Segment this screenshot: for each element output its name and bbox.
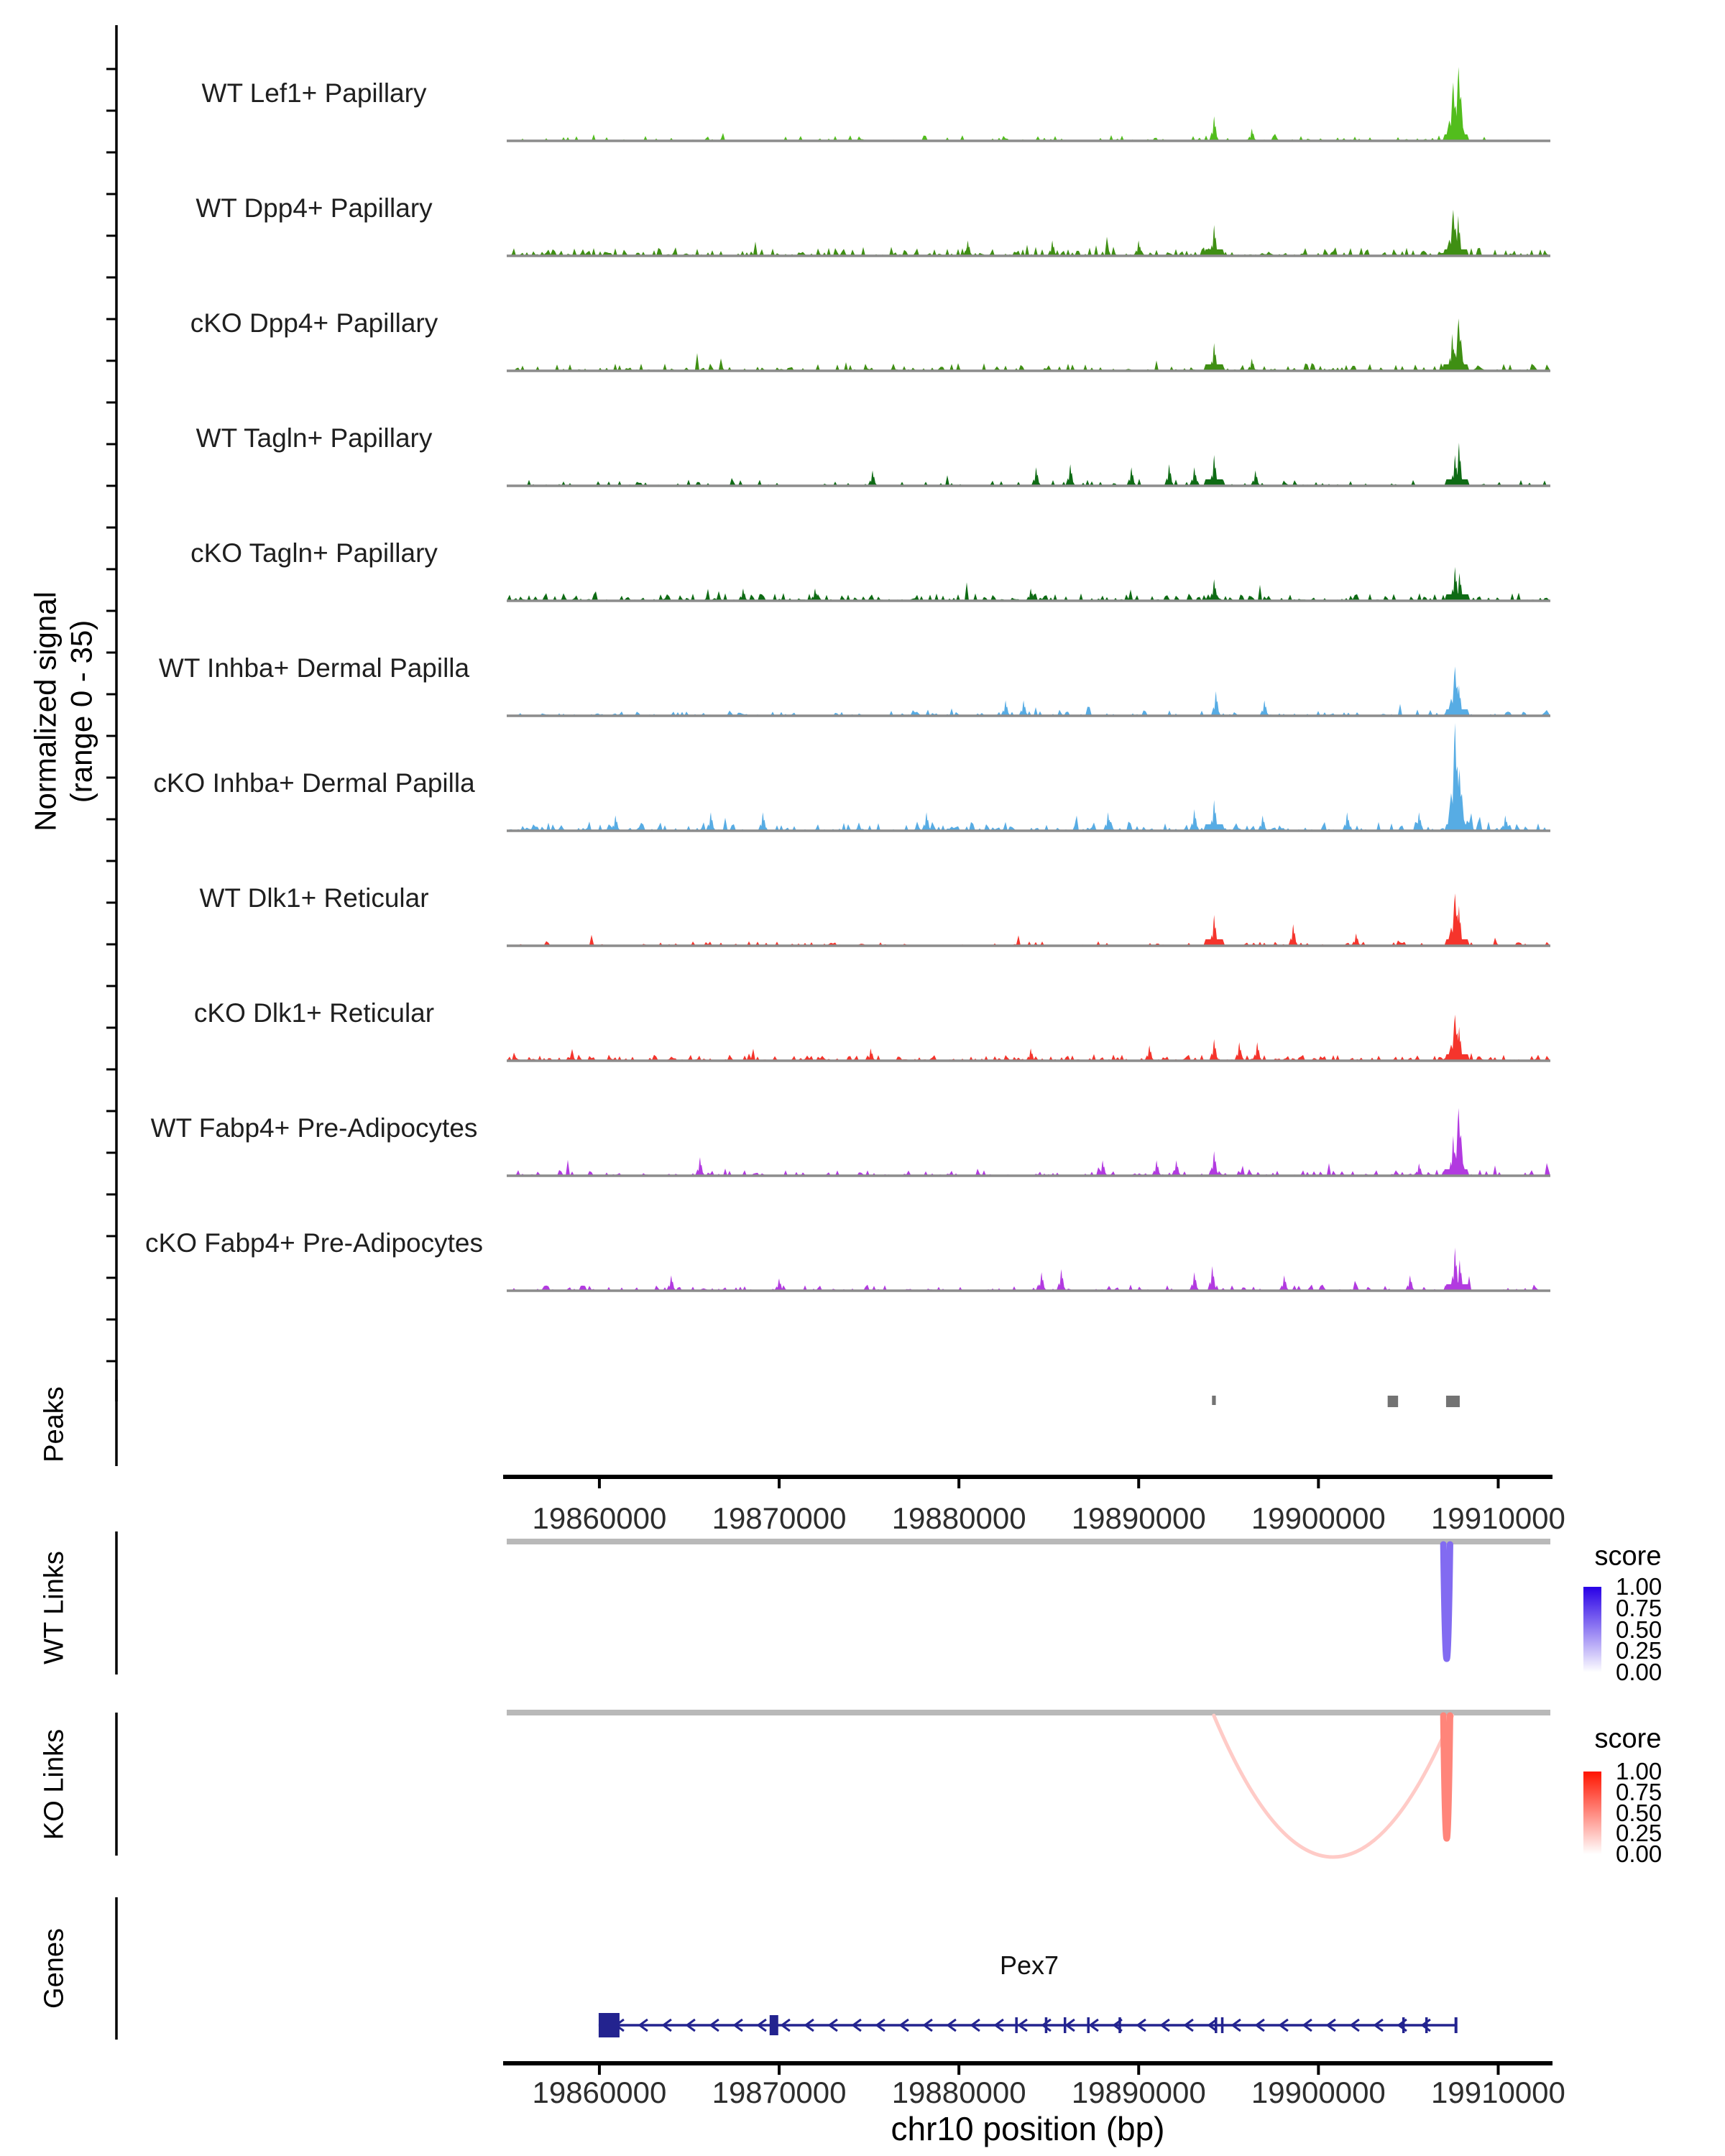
x-tick-label: 19890000	[1071, 1501, 1206, 1535]
track-label: cKO Fabp4+ Pre-Adipocytes	[145, 1228, 483, 1258]
legend-tick-label: 0.25	[1616, 1820, 1662, 1847]
track-label: cKO Dlk1+ Reticular	[193, 998, 435, 1028]
track-label: cKO Tagln+ Papillary	[190, 538, 438, 568]
sidebar-label-wt-links: WT Links	[39, 1551, 70, 1664]
wt-links-legend-gradient	[1583, 1587, 1601, 1672]
track-label: cKO Inhba+ Dermal Papilla	[153, 768, 475, 798]
x-tick-label: 19890000	[1071, 2076, 1206, 2109]
track-label: cKO Dpp4+ Papillary	[190, 308, 438, 338]
legend-tick-label: 0.50	[1616, 1616, 1662, 1643]
legend-tick-label: 1.00	[1616, 1758, 1662, 1784]
track-label: WT Tagln+ Papillary	[196, 423, 433, 453]
x-tick-label: 19880000	[891, 1501, 1026, 1535]
legend-tick-label: 0.00	[1616, 1841, 1662, 1867]
x-tick-label: 19900000	[1251, 2076, 1386, 2109]
ko-links-legend-gradient	[1583, 1772, 1601, 1854]
gene-name-label: Pex7	[999, 1950, 1059, 1980]
wt-links-legend-title: score	[1594, 1541, 1662, 1572]
y-axis-label-line2: (range 0 - 35)	[64, 619, 98, 803]
track-label: WT Dpp4+ Papillary	[196, 193, 433, 223]
track-label: WT Inhba+ Dermal Papilla	[158, 653, 470, 683]
x-tick-label: 19870000	[712, 1501, 847, 1535]
track-label: WT Lef1+ Papillary	[201, 78, 427, 108]
legend-tick-label: 0.75	[1616, 1778, 1662, 1805]
x-axis-title: chr10 position (bp)	[891, 2110, 1165, 2147]
sidebar-label-genes: Genes	[39, 1928, 70, 2009]
x-tick-label: 19870000	[712, 2076, 847, 2109]
sidebar-label-ko-links: KO Links	[39, 1728, 70, 1841]
x-tick-label: 19910000	[1431, 2076, 1565, 2109]
legend-tick-label: 0.00	[1616, 1659, 1662, 1685]
legend-tick-label: 1.00	[1616, 1573, 1662, 1600]
x-tick-label: 19880000	[891, 2076, 1026, 2109]
ko-links-legend-title: score	[1594, 1723, 1662, 1754]
y-axis-label	[27, 591, 98, 831]
track-label: WT Dlk1+ Reticular	[199, 883, 429, 913]
sidebar-label-peaks: Peaks	[39, 1386, 70, 1462]
track-label: WT Fabp4+ Pre-Adipocytes	[150, 1113, 478, 1143]
legend-tick-label: 0.75	[1616, 1594, 1662, 1621]
x-tick-label: 19910000	[1431, 1501, 1565, 1535]
legend-tick-label: 0.50	[1616, 1799, 1662, 1826]
legend-tick-label: 0.25	[1616, 1637, 1662, 1664]
x-tick-label: 19900000	[1251, 1501, 1386, 1535]
y-axis-label-line1: Normalized signal	[28, 591, 63, 831]
x-tick-label: 19860000	[532, 1501, 667, 1535]
x-tick-label: 19860000	[532, 2076, 667, 2109]
